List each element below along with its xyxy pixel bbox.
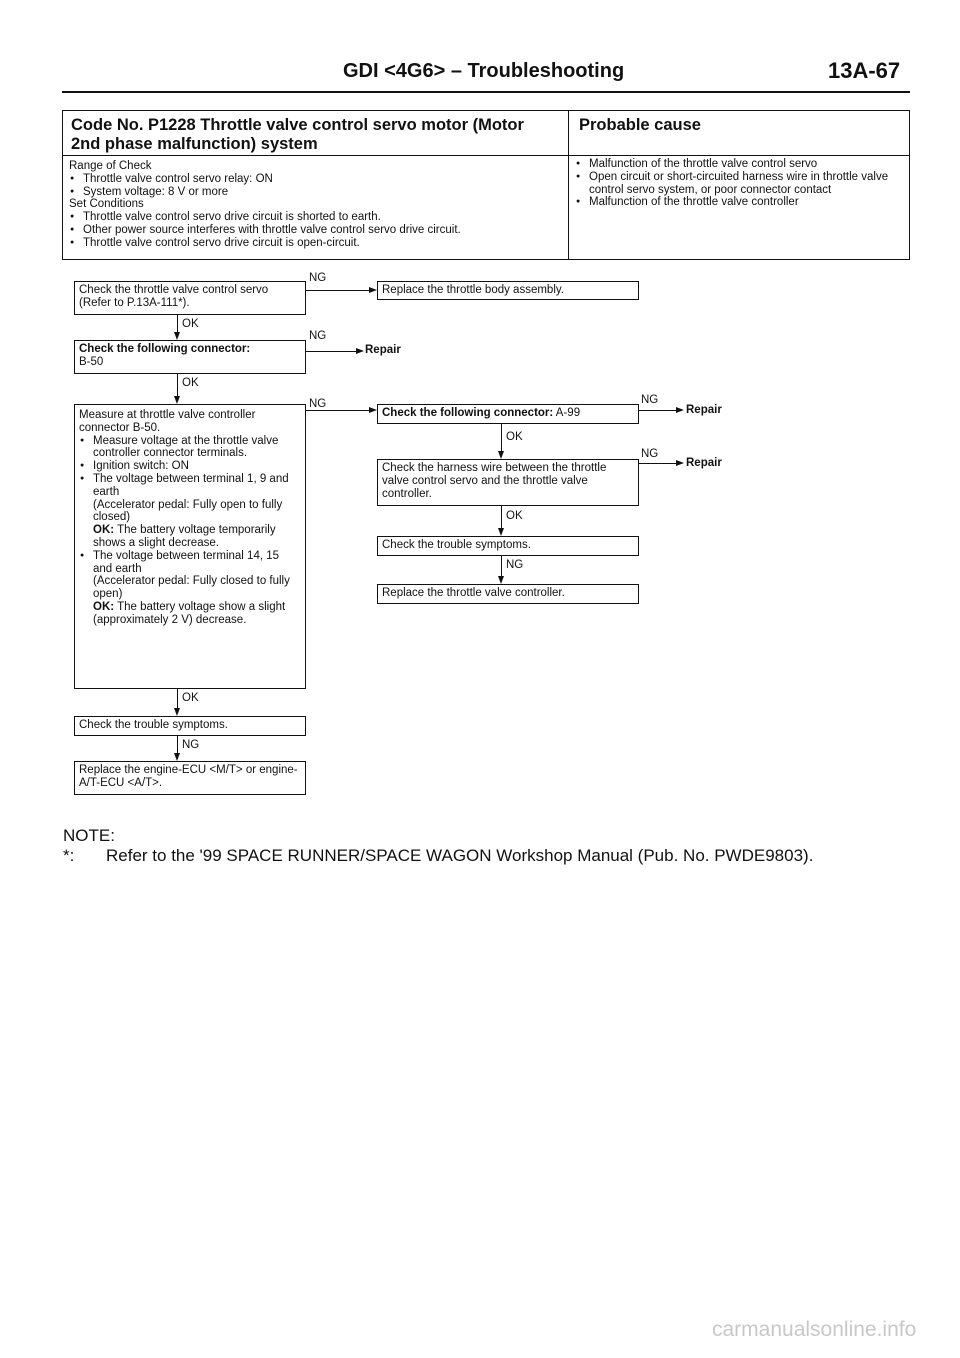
ng-line — [639, 463, 676, 464]
range-item: ● Throttle valve control servo relay: ON — [69, 173, 564, 186]
replace-throttle-body-box: Replace the throttle body assembly. — [377, 281, 639, 300]
note-text: Refer to the '99 SPACE RUNNER/SPACE WAGON Workshop Manual (Pub. No. PWDE9803). — [106, 846, 814, 865]
ng-label: NG — [641, 394, 659, 406]
ng-label: NG — [641, 448, 659, 460]
arrow-down-icon — [174, 753, 180, 761]
connector-id: A-99 — [555, 407, 581, 419]
page-title: GDI <4G6> – Troubleshooting — [343, 60, 625, 82]
cause-item: ● Malfunction of the throttle valve controller — [575, 196, 893, 209]
measure-step: ● The voltage between terminal 1, 9 and earth — [79, 473, 301, 499]
check-servo-box: Check the throttle valve control servo (Refer to P.13A-111*). — [74, 281, 306, 315]
arrow-right-icon — [356, 348, 364, 354]
ok-spec-label: OK: — [93, 524, 115, 537]
note-heading: NOTE: — [63, 826, 115, 845]
check-trouble-symptoms-box: Check the trouble symptoms. — [377, 536, 639, 556]
check-harness-box: Check the harness wire between the throttle valve control servo and the throttle valve controller. — [377, 459, 639, 506]
ng-label: NG — [182, 739, 200, 751]
arrow-down-icon — [174, 332, 180, 340]
range-of-check — [69, 160, 564, 250]
measure-condition: (Accelerator pedal: Fully open to fully closed) — [93, 498, 283, 524]
arrow-right-icon — [369, 407, 377, 413]
code-table — [62, 110, 910, 260]
note-marker: *: — [63, 846, 75, 865]
ok-line — [177, 315, 178, 332]
ok-line — [501, 424, 502, 451]
ok-label: OK — [182, 377, 199, 389]
ok-line — [177, 374, 178, 396]
watermark: carmanualsonline.info — [712, 1318, 917, 1341]
ng-label: NG — [309, 398, 327, 410]
cause-item: ● Malfunction of the throttle valve control servo — [575, 158, 893, 171]
set-condition-item: ● Other power source interferes with throttle valve control servo drive circuit. — [69, 224, 564, 237]
check-connector-b50-box — [74, 340, 306, 374]
arrow-down-icon — [174, 396, 180, 404]
cause-item: ● Open circuit or short-circuited harness wire in throttle valve control servo system, or poor connector contact — [575, 171, 893, 197]
connector-id: B-50 — [79, 355, 104, 368]
arrow-down-icon — [498, 576, 504, 584]
replace-ecu-box: Replace the engine-ECU <M/T> or engine-A/T-ECU <A/T>. — [74, 761, 306, 795]
ok-line — [501, 506, 502, 528]
repair-label: Repair — [686, 404, 722, 416]
ng-line — [306, 290, 369, 291]
arrow-down-icon — [498, 451, 504, 459]
ok-spec-text: The battery voltage temporarily shows a slight decrease. — [93, 524, 276, 549]
ok-line — [177, 689, 178, 708]
ok-spec-label: OK: — [93, 600, 115, 613]
connector-check-label: Check the following connector: — [79, 343, 251, 355]
measure-step: ● Measure voltage at the throttle valve controller connector terminals. — [79, 435, 301, 461]
measure-ok-spec — [79, 601, 301, 627]
ok-spec-text: The battery voltage show a slight (approximately 2 V) decrease. — [93, 600, 286, 626]
check-symptoms-box: Check the trouble symptoms. — [74, 716, 306, 736]
arrow-down-icon — [498, 528, 504, 536]
ok-label: OK — [506, 431, 523, 443]
ng-line — [306, 351, 356, 352]
measure-voltage-box — [74, 404, 306, 689]
probable-cause-heading: Probable cause — [579, 116, 701, 134]
measure-intro: Measure at throttle valve controller connector B-50. — [79, 409, 256, 434]
arrow-right-icon — [369, 287, 377, 293]
ng-label: NG — [309, 330, 327, 342]
repair-label: Repair — [686, 457, 722, 469]
connector-check-label: Check the following connector: — [382, 407, 554, 419]
ng-line — [501, 556, 502, 576]
code-title: Code No. P1228 Throttle valve control servo motor (Motor 2nd phase malfunction) system — [71, 116, 524, 153]
set-conditions-heading: Set Conditions — [69, 198, 144, 211]
ng-label: NG — [309, 272, 327, 284]
measure-ok-spec — [79, 524, 301, 550]
ng-line — [177, 736, 178, 753]
probable-causes — [575, 158, 893, 209]
ok-label: OK — [182, 318, 199, 330]
check-connector-a99-box — [377, 404, 639, 424]
arrow-down-icon — [174, 708, 180, 716]
table-column-divider — [568, 111, 569, 259]
arrow-right-icon — [676, 407, 684, 413]
ok-label: OK — [182, 692, 199, 704]
page-number: 13A-67 — [828, 58, 901, 83]
ok-label: OK — [506, 510, 523, 522]
table-row-divider — [63, 155, 909, 156]
measure-step: ● Ignition switch: ON — [79, 460, 301, 473]
ng-line — [639, 410, 676, 411]
set-condition-item: ● Throttle valve control servo drive circuit is open-circuit. — [69, 237, 564, 250]
set-condition-item: ● Throttle valve control servo drive circuit is shorted to earth. — [69, 211, 564, 224]
repair-label: Repair — [365, 344, 401, 356]
measure-step: ● The voltage between terminal 14, 15 and earth — [79, 550, 301, 576]
range-item: ● System voltage: 8 V or more — [69, 186, 564, 199]
header-rule — [62, 91, 910, 93]
ng-label: NG — [506, 559, 524, 571]
ng-line — [306, 410, 369, 411]
measure-condition: (Accelerator pedal: Fully closed to fully open) — [93, 575, 290, 601]
range-heading: Range of Check — [69, 160, 152, 172]
arrow-right-icon — [676, 460, 684, 466]
replace-controller-box: Replace the throttle valve controller. — [377, 584, 639, 604]
